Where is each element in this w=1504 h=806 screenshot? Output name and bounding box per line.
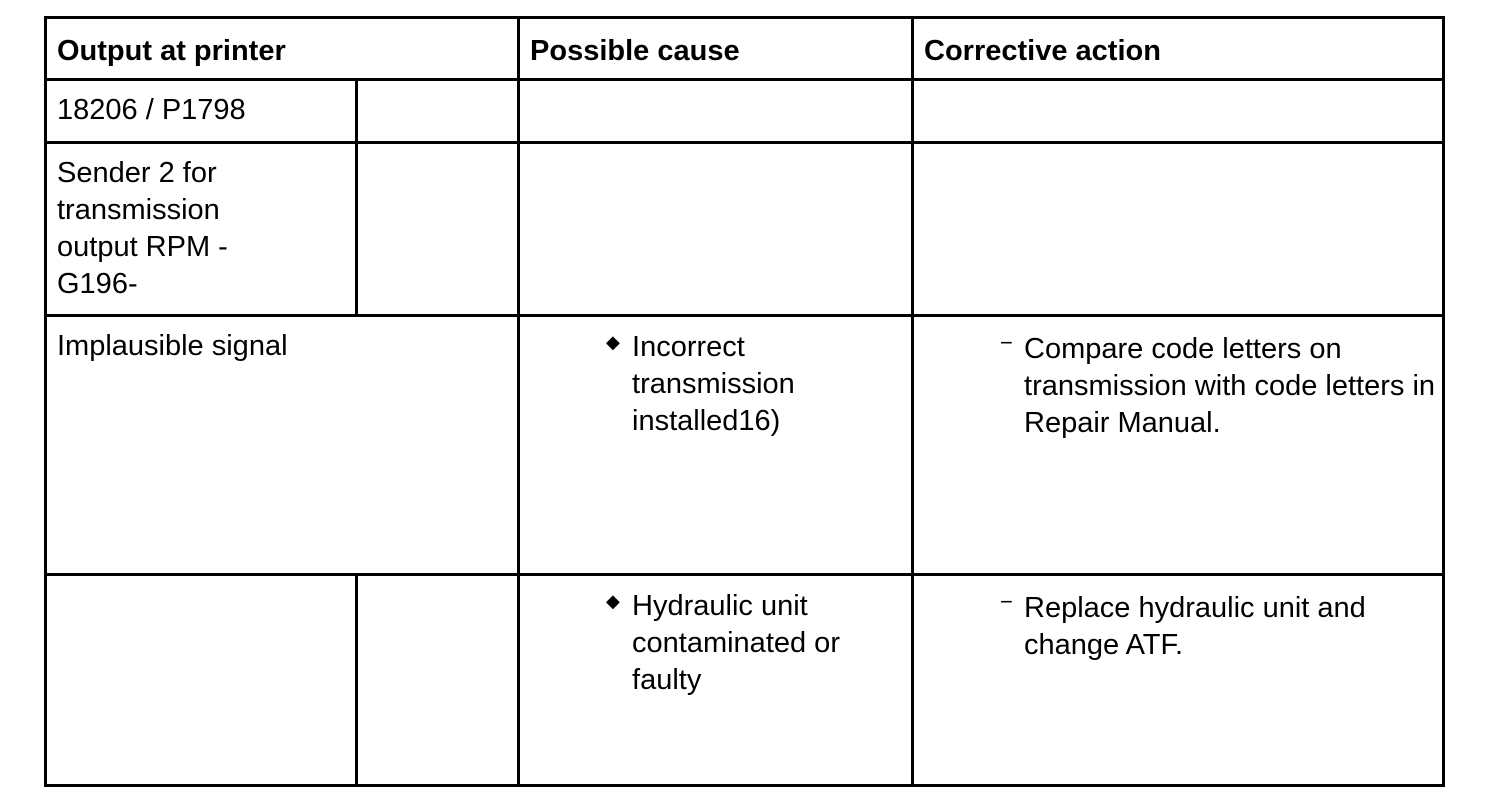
cause-text: Hydraulic unit contaminated or faulty bbox=[632, 590, 840, 696]
cause-cell bbox=[519, 316, 913, 575]
empty-cell bbox=[519, 143, 913, 316]
cause-item bbox=[520, 576, 911, 699]
action-cell bbox=[913, 575, 1444, 786]
empty-cell bbox=[913, 80, 1444, 143]
empty-cell bbox=[357, 80, 519, 143]
cause-item bbox=[520, 317, 911, 440]
component-row bbox=[46, 143, 1444, 316]
empty-cell bbox=[357, 575, 519, 786]
header-output-at-printer: Output at printer bbox=[46, 18, 519, 80]
fault-code-cell: 18206 / P1798 bbox=[46, 80, 357, 143]
empty-cell bbox=[913, 143, 1444, 316]
cause-text: Incorrect transmission installed16) bbox=[632, 331, 795, 437]
action-item bbox=[914, 576, 1442, 664]
empty-cell bbox=[357, 143, 519, 316]
fault-code-row bbox=[46, 80, 1444, 143]
dash-bullet-icon: − bbox=[1000, 589, 1013, 614]
component-name-cell bbox=[46, 143, 357, 316]
empty-cell bbox=[46, 575, 357, 786]
component-name: Sender 2 for transmission output RPM -G196- bbox=[57, 157, 228, 300]
action-item bbox=[914, 317, 1442, 442]
fault-row bbox=[46, 316, 1444, 575]
header-corrective-action: Corrective action bbox=[913, 18, 1444, 80]
header-row bbox=[46, 18, 1444, 80]
header-possible-cause: Possible cause bbox=[519, 18, 913, 80]
diagnostic-table bbox=[44, 16, 1445, 787]
action-text: Compare code letters on transmission with code letters in Repair Manual. bbox=[1024, 333, 1436, 439]
second-cause-row bbox=[46, 575, 1444, 786]
fault-description-cell: Implausible signal bbox=[46, 316, 519, 575]
action-text: Replace hydraulic unit and change ATF. bbox=[1024, 592, 1366, 661]
dash-bullet-icon: − bbox=[1000, 330, 1013, 355]
empty-cell bbox=[519, 80, 913, 143]
diamond-bullet-icon: ◆ bbox=[606, 332, 620, 352]
cause-cell bbox=[519, 575, 913, 786]
action-cell bbox=[913, 316, 1444, 575]
diamond-bullet-icon: ◆ bbox=[606, 591, 620, 611]
